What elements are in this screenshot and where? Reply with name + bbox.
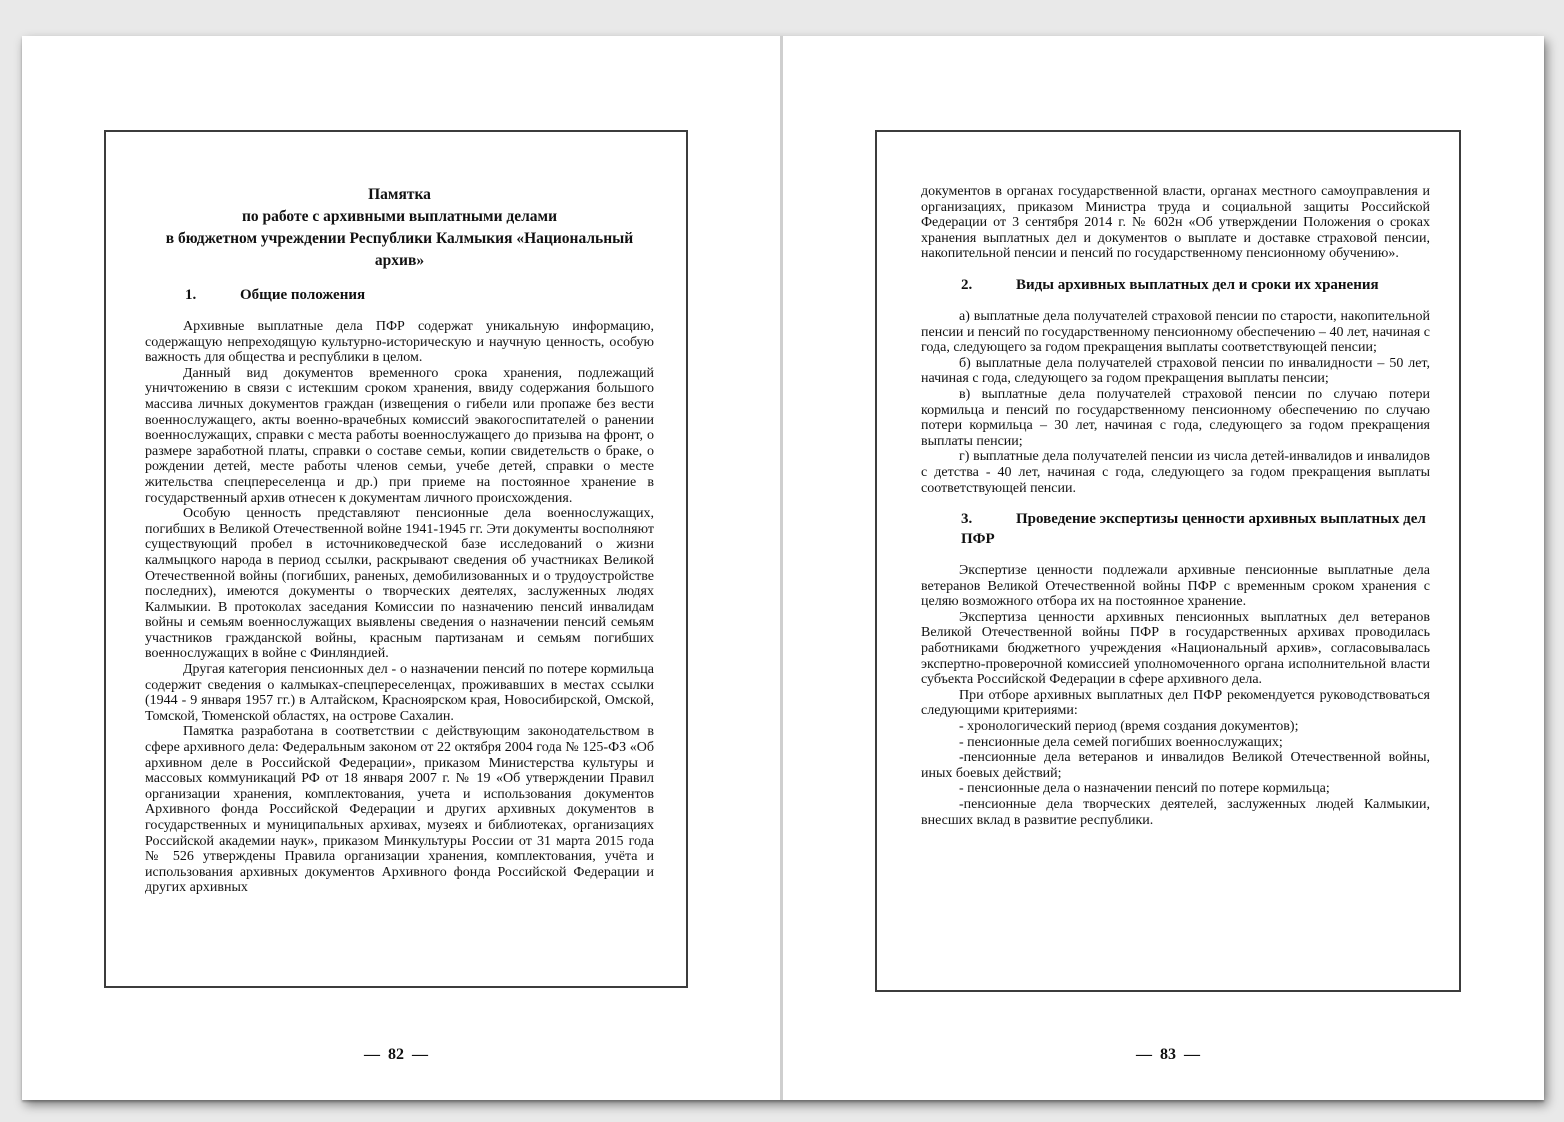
section-2-heading (921, 275, 1430, 295)
paragraph: Экспертизе ценности подлежали архивные пенсионные выплатные дела ветеранов Великой Отечественной войны ПФР с временным сроком хранения с целяю возможного отбора их на постоянное хранение. (921, 563, 1430, 610)
criteria-item: - хронологический период (время создания документов); (959, 719, 1299, 735)
section-1-title: Общие положения (240, 287, 366, 303)
paragraph: Другая категория пенсионных дел - о назначении пенсий по потере кормильца содержит сведения о калмыках-спецпереселенцах, проживавших в местах ссылки (1944 - 9 января 1957 гг.) в Алтайском, Красноярском края, Новосибирской, Омской, Томской, Тюменской областях, на острове Сахалин. (145, 662, 654, 724)
document-title (145, 184, 654, 272)
paragraph: Особую ценность представляют пенсионные дела военнослужащих, погибших в Великой Отечественной войне 1941-1945 гг. Эти документы восполняют существующий пробел в источниковедческой базе исследований о жизни калмыцкого народа в период ссылки, раскрывают сведения об участниках Великой Отечественной войны (погибших, раненых, демобилизованных и о трудоустройстве последних), имеются документы о творческих деятелях, заслуженных людях Калмыкии. В протоколах заседания Комиссии по назначению пенсий инвалидам войны и семьям военнослужащих выявлены сведения о назначении пенсий семьям участников гражданской войны, красным партизанам и семьям погибших военнослужащих в войне с Финляндией. (145, 506, 654, 662)
section-3-title-line-2: ПФР (961, 531, 995, 548)
paragraph: Данный вид документов временного срока хранения, подлежащий уничтожению в связи с истекшим сроком хранения, ввиду содержания большого массива личных документов граждан (извещения о гибели или пропаже без вести военнослужащего, акты военно-врачебных комиссий эвакогоспитателей о ранении военнослужащих, справки с места работы военнослужащего до призыва на фронт, о размере заработной платы, справки о составе семьи, копии свидетельств о браке, о рождении детей, месте работы членов семьи, учебе детей, справки о месте жительства спецпереселенца и др.) при приеме на постоянное хранение в государственный архив отнесен к документам личного происхождения. (145, 365, 654, 506)
section-3-title: Проведение экспертизы ценности архивных выплатных дел (1016, 511, 1426, 528)
left-page-content (106, 132, 686, 986)
list-item-b: б) выплатные дела получателей страховой пенсии по инвалидности – 50 лет, начиная с года, следующего за годом прекращения выплаты пенсии; (921, 355, 1430, 387)
list-item-v: в) выплатные дела получателей страховой пенсии по случаю потери кормильца и пенсий по государственному пенсионному обеспечению по случаю потери кормильца – 30 лет, начиная с года, следующего за годом прекращения выплаты пенсии; (921, 386, 1430, 449)
page-spine-divider (780, 36, 783, 1100)
paragraph: Экспертиза ценности архивных пенсионных выплатных дел ветеранов Великой Отечественной войны ПФР в государственных архивах проводилась работниками бюджетного учреждения «Национальный архив», согласовывалась экспертно-проверочной комиссией уполномоченного органа исполнительной власти субъекта Российской Федерации в сфере архивного дела. (921, 609, 1430, 688)
right-page-text-frame (875, 130, 1461, 992)
document-title-line-2: по работе с архивными выплатными делами (241, 208, 558, 225)
section-3-heading (921, 509, 1430, 549)
book-pages (22, 36, 1544, 1100)
criteria-item: -пенсионные дела творческих деятелей, заслуженных людей Калмыкии, внесших вклад в развитие республики. (921, 797, 1430, 828)
section-2-title: Виды архивных выплатных дел и сроки их хранения (1016, 276, 1379, 293)
continuation-paragraph: документов в органах государственной власти, органах местного самоуправления и организациях, приказом Министра труда и социальной защиты Российской Федерации от 3 сентября 2014 г. № 602н «Об утверждении Положения о сроках хранения выплатных дел и документов о выплате и доставке страховой пенсии, накопительной пенсии и пенсий по государственному пенсионному обучению». (921, 184, 1430, 262)
paragraph: Памятка разработана в соответствии с действующим законодательством в сфере архивного дела: Федеральным законом от 22 октября 2004 года № 125-ФЗ «Об архивном деле в Российской Федерации», приказом Министерства культуры и массовых коммуникаций РФ от 18 января 2007 г. № 19 «Об утверждении Правил организации хранения, комплектования, учета и использования документов Архивного фонда Российской Федерации и других архивных документов в государственных и муниципальных архивах, музеях и библиотеках, организациях Российской академии наук», приказом Минкультуры России от 31 марта 2015 года № 526 утверждены Правила организации хранения, комплектования, учёта и использования архивных документов Архивного фонда Российской Федерации и других архивных (145, 724, 654, 896)
section-1-number: 1. (185, 287, 197, 303)
criteria-item: -пенсионные дела ветеранов и инвалидов Великой Отечественной войны, иных боевых действий; (921, 750, 1430, 781)
page-number-82: — 82 — (364, 1046, 428, 1063)
section-1-heading (145, 285, 654, 305)
list-item-a: а) выплатные дела получателей страховой пенсии по старости, накопительной пенсии и пенсий по государственному пенсионному обеспечению – 40 лет, начиная с года, следующего за годом прекращения выплаты соответствующей пенсии; (921, 308, 1430, 356)
document-title-line-3: в бюджетном учреждении Республики Калмыкия «Национальный архив» (165, 230, 634, 269)
document-title-line-1: Памятка (368, 186, 431, 203)
right-page-content (877, 132, 1459, 990)
paragraph: Архивные выплатные дела ПФР содержат уникальную информацию, содержащую непреходящую культурно-историческую и научную ценность, особую важность для общества и республики в целом. (145, 319, 654, 366)
page-number-83: — 83 — (1136, 1046, 1200, 1063)
paragraph: При отборе архивных выплатных дел ПФР рекомендуется руководствоваться следующими критериями: (921, 687, 1430, 719)
criteria-item: - пенсионные дела о назначении пенсий по потере кормильца; (959, 781, 1330, 797)
left-page-text-frame (104, 130, 688, 988)
section-3-number: 3. (961, 511, 973, 528)
list-item-g: г) выплатные дела получателей пенсии из числа детей-инвалидов и инвалидов с детства - 40 лет, начиная с года, следующего за годом прекращения выплаты соответствующей пенсии. (921, 449, 1430, 496)
section-2-number: 2. (961, 276, 973, 293)
criteria-item: - пенсионные дела семей погибших военнослужащих; (959, 734, 1283, 750)
